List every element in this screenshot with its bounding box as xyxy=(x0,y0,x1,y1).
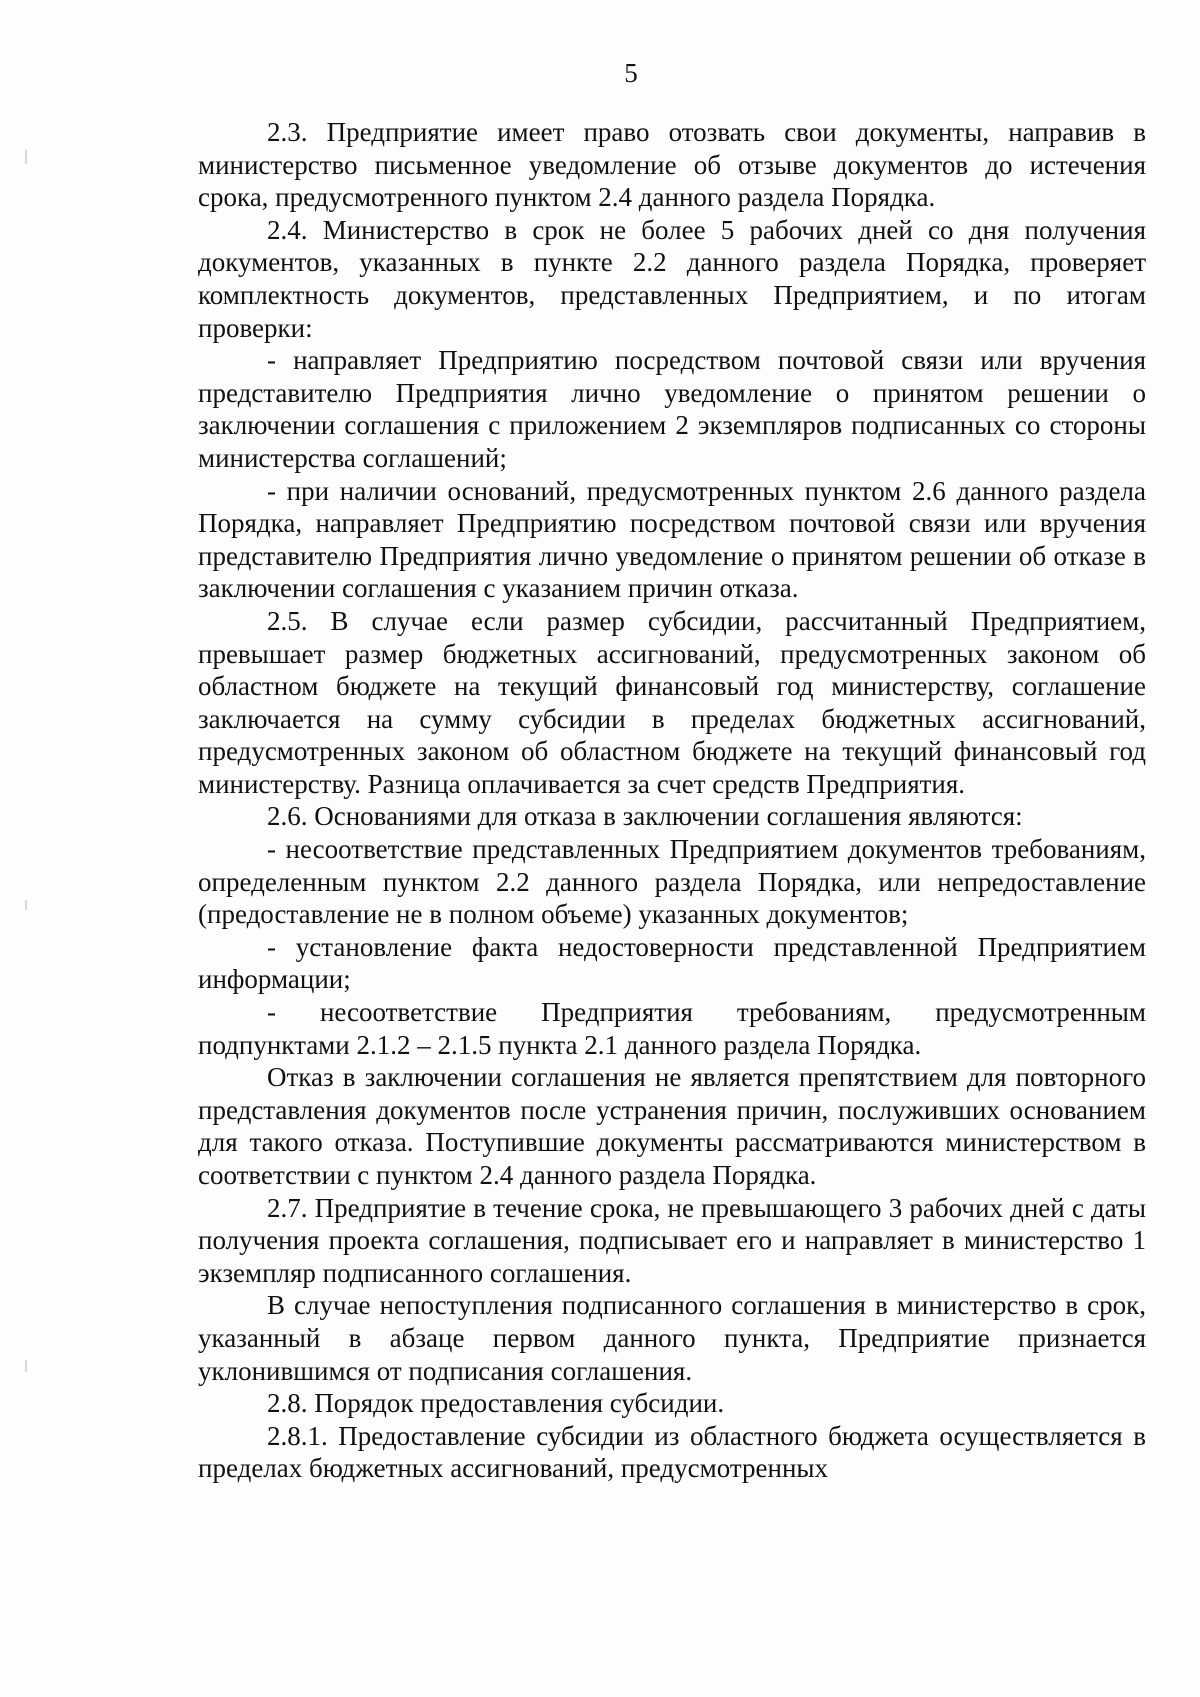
scan-artifact xyxy=(25,900,27,910)
paragraph-2-4-item-1: - направляет Предприятию посредством почтовой связи или вручения представителю Предприятия лично уведомление о принятом решении о заключении соглашения с приложением 2 экземпляров подписанных со стороны министерства соглашений; xyxy=(198,345,1146,473)
paragraph-2-8: 2.8. Порядок предоставления субсидии. xyxy=(267,1388,725,1419)
paragraph-2-6-item-2: - установление факта недостоверности представленной Предприятием информации; xyxy=(198,931,1146,995)
paragraph-2-6: 2.6. Основаниями для отказа в заключении соглашения являются: xyxy=(267,801,1023,832)
paragraph-refusal-note: Отказ в заключении соглашения не является препятствием для повторного представления документов после устранения причин, послуживших основанием для такого отказа. Поступившие документы рассматриваются министерством в соответствии с пунктом 2.4 данного раздела Порядка. xyxy=(198,1062,1146,1190)
paragraph-2-4: 2.4. Министерство в срок не более 5 рабочих дней со дня получения документов, указанных в пункте 2.2 данного раздела Порядка, проверяет комплектность документов, представленных Предприятием, и по итогам проверки: xyxy=(198,214,1146,343)
paragraph-2-8-1: 2.8.1. Предоставление субсидии из областного бюджета осуществляется в пределах бюджетных ассигнований, предусмотренных xyxy=(198,1420,1146,1484)
document-body xyxy=(198,116,1146,1485)
paragraph-2-7-note: В случае непоступления подписанного соглашения в министерство в срок, указанный в абзаце первом данного пункта, Предприятие признается уклонившимся от подписания соглашения. xyxy=(198,1290,1146,1386)
page-number: 5 xyxy=(624,58,638,88)
paragraph-2-6-item-3: - несоответствие Предприятия требованиям, предусмотренным подпунктами 2.1.2 – 2.1.5 пункта 2.1 данного раздела Порядка. xyxy=(198,997,1146,1060)
paragraph-2-3: 2.3. Предприятие имеет право отозвать свои документы, направив в министерство письменное уведомление об отзыве документов до истечения срока, предусмотренного пунктом 2.4 данного раздела Порядка. xyxy=(198,117,1146,213)
paragraph-2-5: 2.5. В случае если размер субсидии, рассчитанный Предприятием, превышает размер бюджетных ассигнований, предусмотренных законом об областном бюджете на текущий финансовый год министерству, соглашение заключается на сумму субсидии в пределах бюджетных ассигнований, предусмотренных законом об областном бюджете на текущий финансовый год министерству. Разница оплачивается за счет средств Предприятия. xyxy=(198,605,1146,799)
paragraph-2-7: 2.7. Предприятие в течение срока, не превышающего 3 рабочих дней с даты получения проекта соглашения, подписывает его и направляет в министерство 1 экземпляр подписанного соглашения. xyxy=(198,1192,1146,1288)
scan-artifact xyxy=(25,150,27,164)
scan-artifact xyxy=(25,1360,27,1372)
paragraph-2-6-item-1: - несоответствие представленных Предприятием документов требованиям, определенным пунктом 2.2 данного раздела Порядка, или непредоставление (предоставление не в полном объеме) указанных документов; xyxy=(198,834,1146,930)
paragraph-2-4-item-2: - при наличии оснований, предусмотренных пунктом 2.6 данного раздела Порядка, направляет Предприятию посредством почтовой связи или вручения представителю Предприятия лично уведомление о принятом решении об отказе в заключении соглашения с указанием причин отказа. xyxy=(198,475,1146,604)
